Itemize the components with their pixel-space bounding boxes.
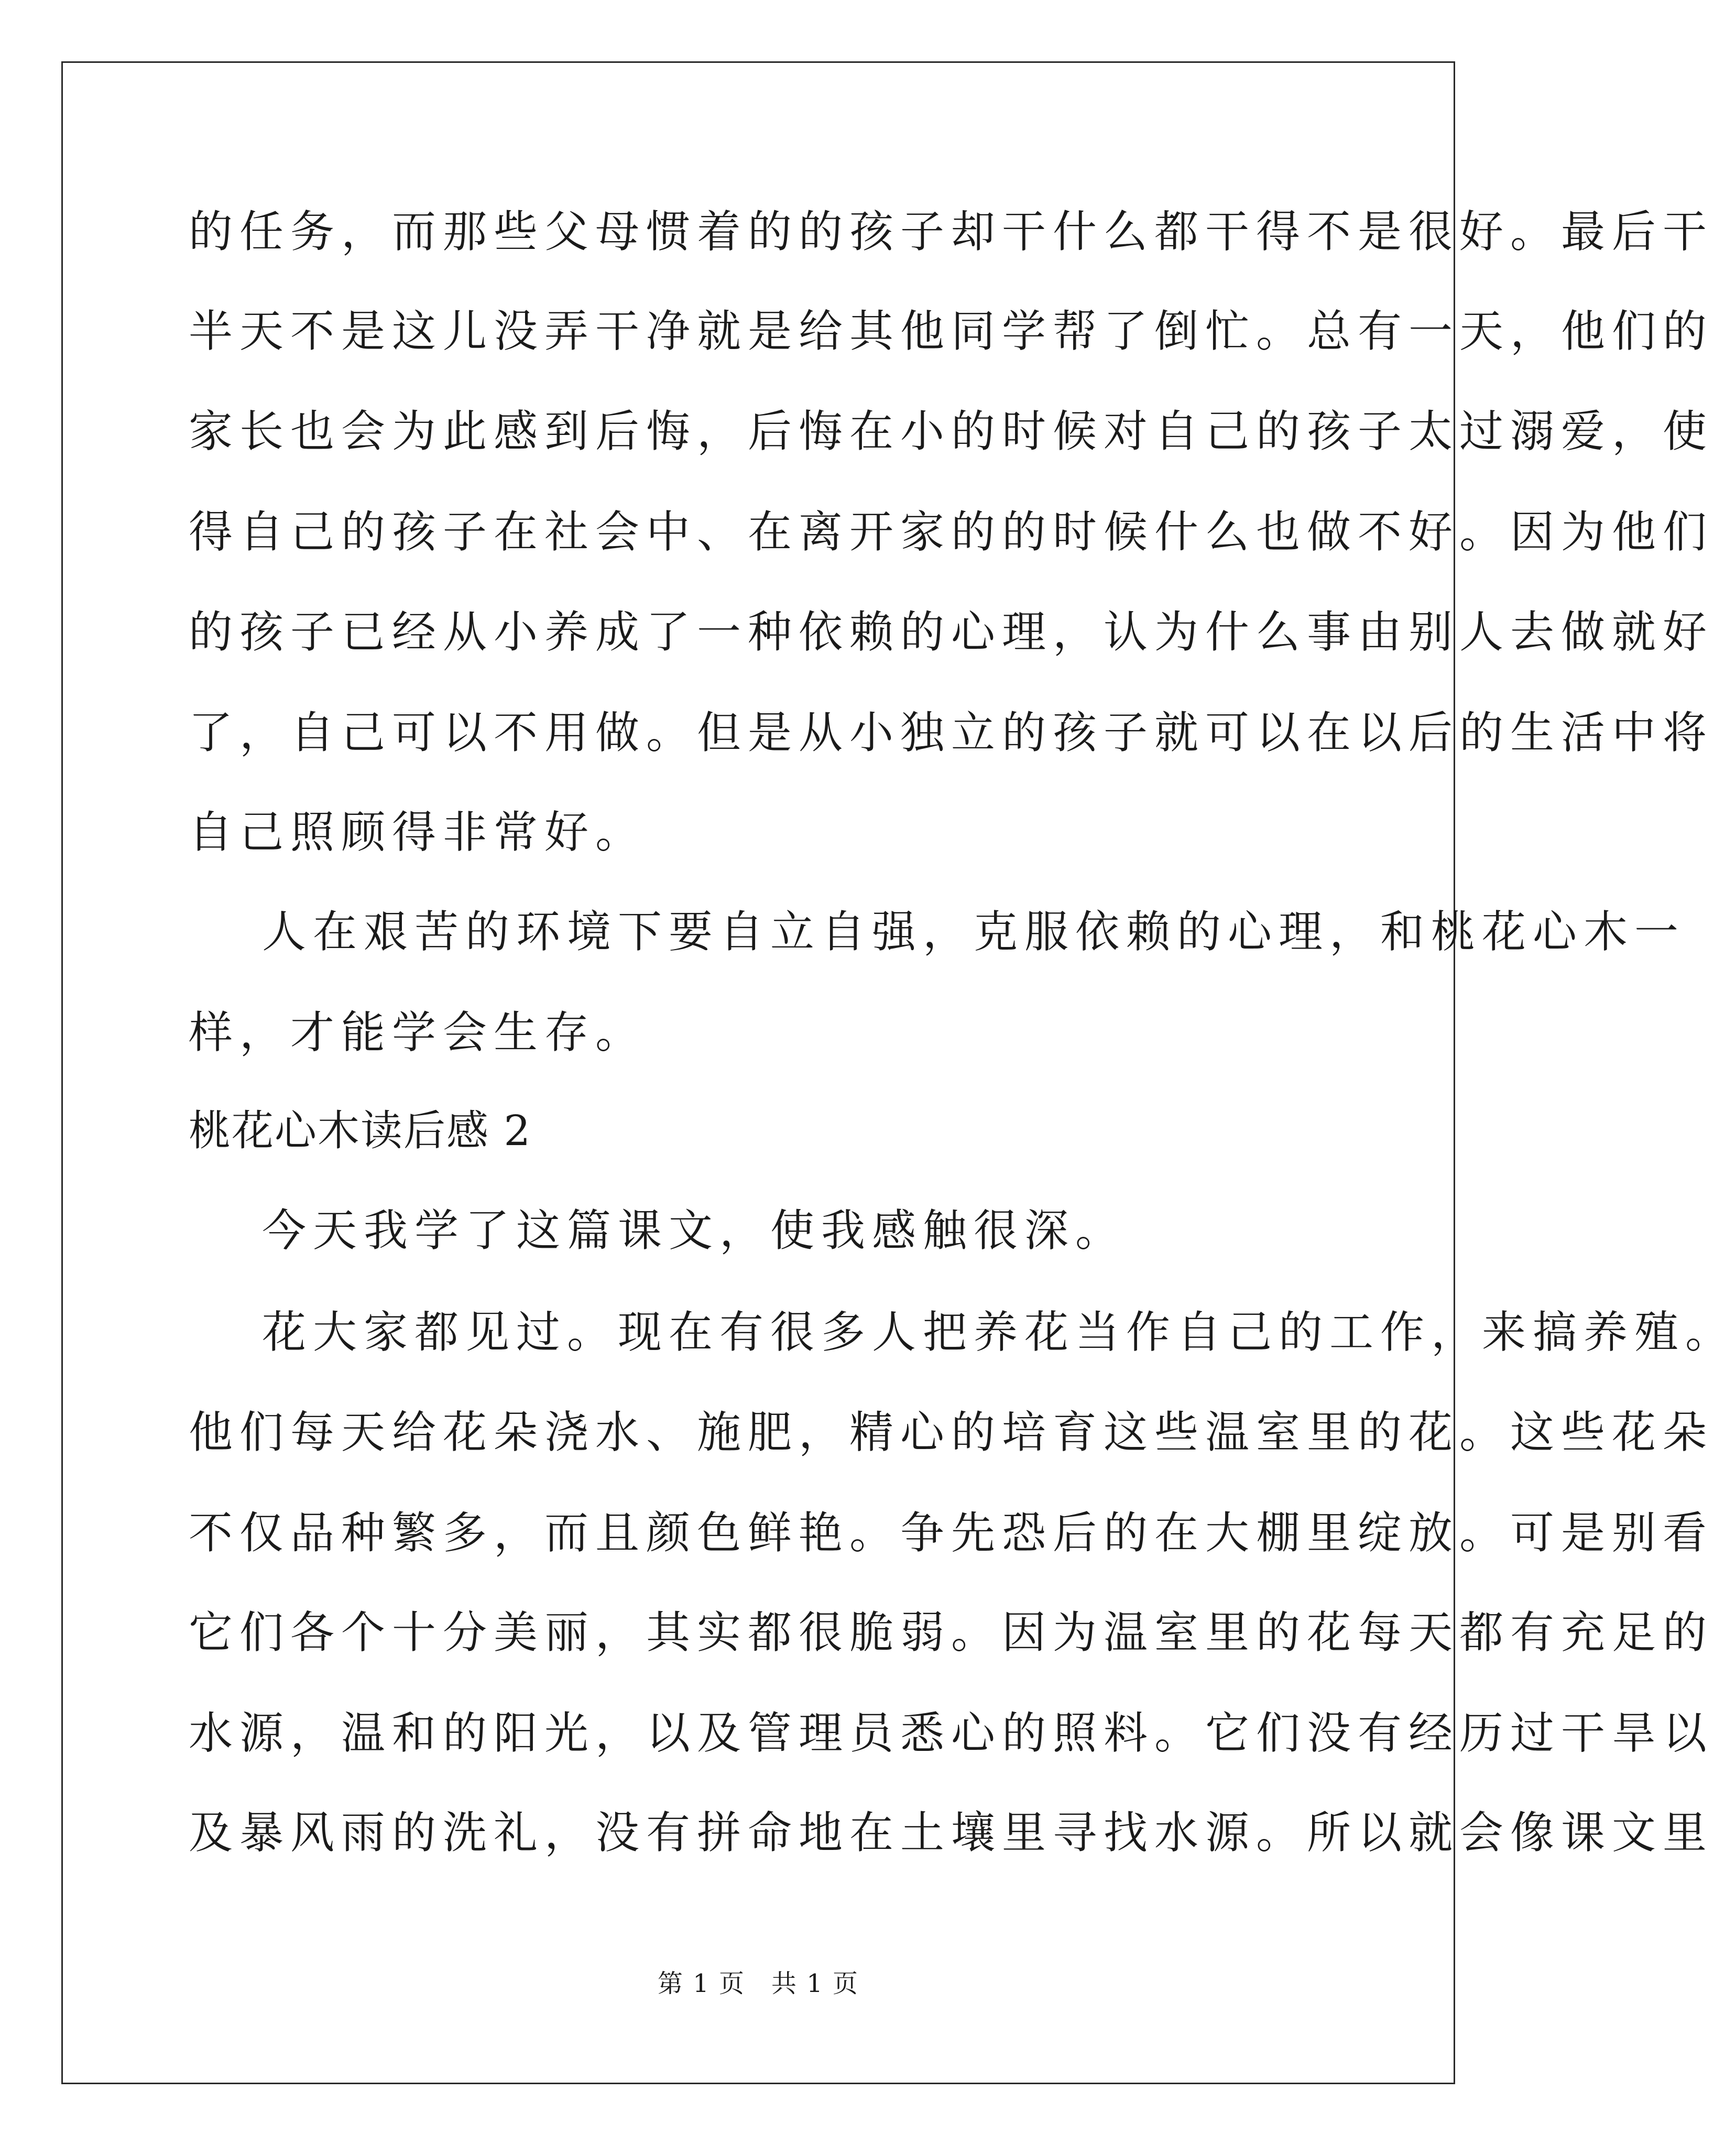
text-line: 的孩子已经从小养成了一种依赖的心理，认为什么事由别人去做就好	[189, 606, 1714, 658]
text-line: 自己照顾得非常好。	[189, 807, 647, 858]
text-line: 它们各个十分美丽，其实都很脆弱。因为温室里的花每天都有充足的	[189, 1607, 1714, 1658]
text-line: 他们每天给花朵浇水、施肥，精心的培育这些温室里的花。这些花朵	[189, 1407, 1714, 1458]
text-line: 的任务，而那些父母惯着的的孩子却干什么都干得不是很好。最后干	[189, 206, 1714, 257]
section-heading: 桃花心木读后感 2	[189, 1106, 532, 1155]
text-line: 不仅品种繁多，而且颜色鲜艳。争先恐后的在大棚里绽放。可是别看	[189, 1507, 1714, 1559]
text-line: 半天不是这儿没弄干净就是给其他同学帮了倒忙。总有一天，他们的	[189, 306, 1714, 357]
paragraph-start-line: 人在艰苦的环境下要自立自强，克服依赖的心理，和桃花心木一	[262, 906, 1686, 957]
page-footer: 第 1 页 共 1 页	[657, 1969, 859, 1998]
text-line: 家长也会为此感到后悔，后悔在小的时候对自己的孩子太过溺爱，使	[189, 406, 1714, 457]
text-line: 水源，温和的阳光，以及管理员悉心的照料。它们没有经历过干旱以	[189, 1707, 1714, 1759]
paragraph-start-line: 今天我学了这篇课文，使我感触很深。	[262, 1205, 1127, 1256]
page-border	[61, 61, 1736, 2084]
text-line: 了，自己可以不用做。但是从小独立的孩子就可以在以后的生活中将	[189, 707, 1714, 758]
text-line: 样，才能学会生存。	[189, 1007, 647, 1058]
text-line: 及暴风雨的洗礼，没有拼命地在土壤里寻找水源。所以就会像课文里	[189, 1807, 1714, 1858]
paragraph-start-line: 花大家都见过。现在有很多人把养花当作自己的工作，来搞养殖。	[262, 1306, 1736, 1358]
text-line: 得自己的孩子在社会中、在离开家的的时候什么也做不好。因为他们	[189, 506, 1714, 558]
